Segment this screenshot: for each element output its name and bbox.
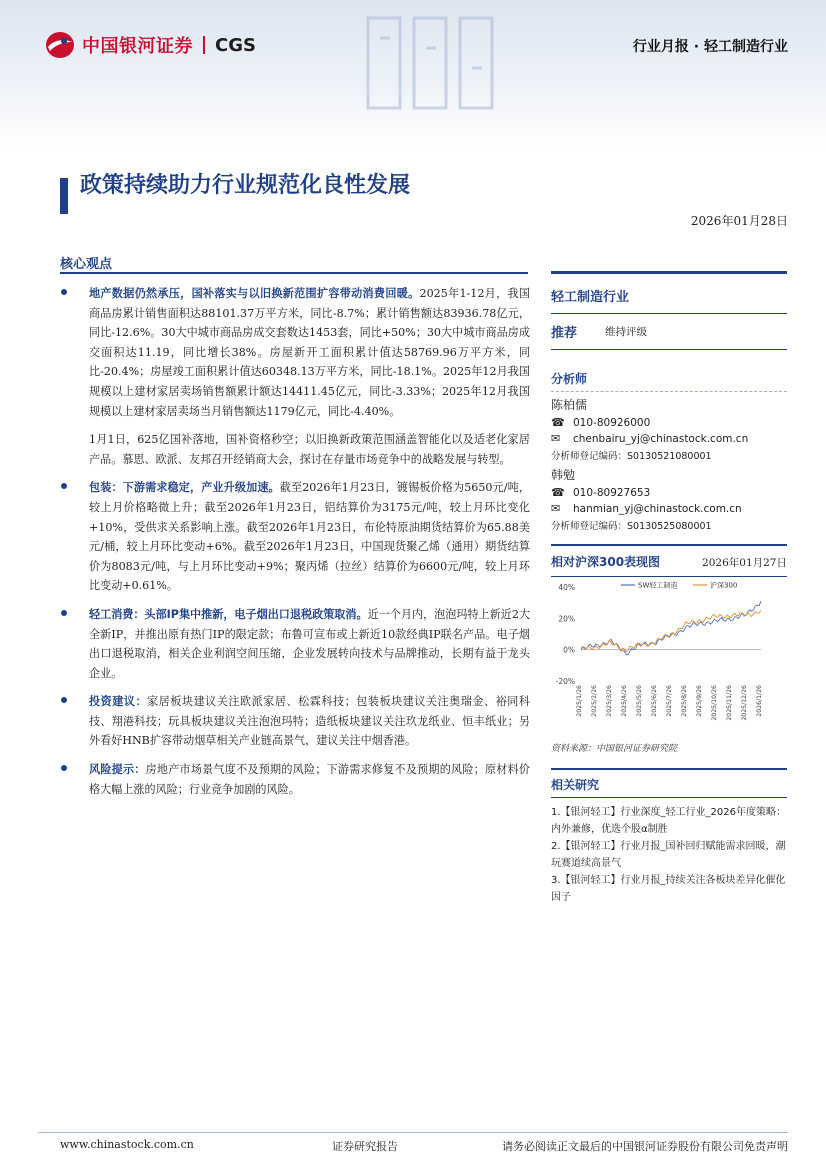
core-views-heading: 核心观点 [60, 257, 113, 272]
paragraph-lead: 包装：下游需求稳定，产业升级加速。 [89, 481, 280, 495]
page-title: 政策持续助力行业规范化良性发展 [80, 173, 411, 198]
bullet-icon [61, 765, 67, 771]
watermark-logo-icon [360, 8, 500, 118]
rating-row [551, 322, 787, 341]
brand-name-en: CGS [215, 34, 256, 56]
core-paragraph [60, 605, 530, 683]
series-line-1 [581, 601, 761, 655]
analyst-registration: 分析师登记编码：S0130521080001 [551, 451, 712, 462]
y-tick-label: 40% [558, 583, 575, 592]
sidebar-industry: 轻工制造行业 [551, 290, 630, 305]
analyst-name: 陈柏儒 [551, 398, 588, 412]
x-tick-label: 2025/3/26 [606, 685, 613, 717]
paragraph-body: 1月1日，625亿国补落地，国补资格秒空；以旧换新政策范围涵盖智能化以及适老化家居产品。慕思、欧派、友邦召开经销商大会，探讨在存量市场竞争中的战略发展与转型。 [89, 433, 530, 466]
related-item[interactable]: 2.【银河轻工】行业月报_国补回归赋能需求回暖，潮玩赛道续高景气 [551, 841, 786, 869]
sidebar [551, 271, 787, 906]
bullet-icon [61, 289, 67, 295]
core-paragraph [60, 692, 530, 751]
analyst-phone: 010-80927653 [573, 486, 651, 499]
rating-label: 推荐 [551, 326, 578, 341]
analyst-name: 韩勉 [551, 468, 576, 482]
paragraph-body: 家居板块建议关注欧派家居、松霖科技；包装板块建议关注奥瑞金、裕同科技、翔港科技；玩具板块建议关注泡泡玛特；造纸板块建议关注玖龙纸业、恒丰纸业；另外看好HNB扩容带动烟草相关产业链高景气，建议关注中烟香港。 [89, 695, 530, 748]
x-tick-label: 2025/11/26 [726, 685, 733, 721]
paragraph-lead: 风险提示： [89, 763, 146, 777]
related-item[interactable]: 3.【银河轻工】行业月报_持续关注各板块差异化催化因子 [551, 875, 786, 903]
analyst-email[interactable]: chenbairu_yj@chinastock.com.cn [573, 432, 749, 445]
bullet-icon [61, 483, 67, 489]
analyst-card [551, 466, 787, 532]
chart-top-rule [551, 544, 787, 546]
brand-divider [203, 36, 205, 54]
core-views-body [60, 284, 530, 808]
phone-icon: ☎ [551, 416, 565, 429]
series-line-2 [581, 611, 761, 653]
paragraph-lead: 投资建议： [89, 695, 148, 709]
performance-chart-svg [551, 577, 787, 737]
analyst-email[interactable]: hanmian_yj@chinastock.com.cn [573, 502, 742, 515]
related-list [551, 804, 787, 906]
footer-doc-type: 证券研究报告 [332, 1140, 398, 1153]
brand-logo [44, 30, 256, 60]
analyst-registration: 分析师登记编码：S0130525080001 [551, 521, 712, 532]
x-tick-label: 2025/12/26 [741, 685, 748, 721]
galaxy-logo-icon [44, 30, 76, 60]
core-views-rule [60, 272, 528, 274]
core-paragraph [60, 478, 530, 596]
footer-disclaimer: 请务必阅读正文最后的中国银河证券股份有限公司免责声明 [502, 1140, 788, 1153]
core-paragraph [60, 430, 530, 469]
sidebar-top-rule [551, 271, 787, 274]
brand-name-cn: 中国银河证券 [82, 36, 193, 57]
analyst-email-row [551, 502, 787, 515]
analyst-phone-row [551, 486, 787, 499]
performance-chart [551, 577, 787, 737]
analyst-phone: 010-80926000 [573, 416, 651, 429]
y-tick-label: 0% [563, 645, 575, 655]
report-date: 2026年01月28日 [690, 214, 788, 228]
analyst-email-row [551, 432, 787, 445]
paragraph-body: 截至2026年1月23日，镀锡板价格为5650元/吨，较上月价格略微上升；截至2026年1月23日，铝结算价为3175元/吨，较上月环比变化+10%，受供求关系影响上涨。截至2026年1月23日，布伦特原油期货结算价为65.88美元/桶，较上月环比变动+6%。截至2026年1月23日，中国现货聚乙烯（通用）期货结算价为8083元/吨，与上月环比变动+9%；聚丙烯（拉丝）结算价为6600元/吨，较上月环比变动+0.61%。 [89, 481, 530, 593]
x-tick-label: 2025/2/26 [591, 685, 598, 717]
sidebar-rule [551, 349, 787, 350]
core-paragraph [60, 284, 530, 421]
paragraph-lead: 地产数据仍然承压，国补落实与以旧换新范围扩容带动消费回暖。 [89, 287, 420, 300]
related-item[interactable]: 1.【银河轻工】行业深度_轻工行业_2026年度策略：内外兼修，优选个股α制胜 [551, 807, 786, 835]
paragraph-body: 2025年1-12月，我国商品房累计销售面积达88101.37万平方米，同比-8.7%；累计销售额达83936.78亿元，同比-12.6%。30大中城市商品房成交套数达1453套，同比+50%；30大中城市商品房成交面积达11.19，同比增长38%。房屋新开工面积累计值达58769.96万平方米，同比-20.4%；房屋竣工面积累计值达60348.13万平方米，同比-18.1%。2025年12月我国规模以上建材家居卖场销售额累计额达14411.45亿元，同比-3.33%；2025年12月我国规模以上建材家居卖场当月销售额达1179亿元，同比-4.40%。 [89, 287, 530, 418]
x-tick-label: 2025/5/26 [636, 685, 643, 717]
sidebar-rule [551, 313, 787, 314]
mail-icon: ✉ [551, 502, 561, 515]
mail-icon: ✉ [551, 432, 561, 445]
y-tick-label: -20% [555, 677, 575, 686]
report-type: 行业月报 · 轻工制造行业 [632, 39, 788, 55]
legend-label: SW轻工制造 [638, 581, 678, 590]
x-tick-label: 2025/4/26 [621, 685, 628, 717]
sidebar-dotted-rule [551, 391, 787, 392]
x-tick-label: 2025/1/26 [576, 685, 583, 717]
x-tick-label: 2025/10/26 [711, 685, 718, 721]
related-rule [551, 797, 787, 798]
title-accent-bar [60, 178, 68, 214]
x-tick-label: 2025/6/26 [651, 685, 658, 717]
analyst-card [551, 396, 787, 462]
paragraph-body: 近一个月内，泡泡玛特上新近2大全新IP，并推出原有热门IP的限定款；布鲁可宣布或上新近10款经典IP联名产品。电子烟出口退税取消，相关企业利润空间压缩，企业发展转向技术与品牌推动，长期有益于龙头企业。 [89, 607, 531, 680]
analyst-heading: 分析师 [551, 372, 588, 386]
x-tick-label: 2025/7/26 [666, 685, 673, 717]
x-tick-label: 2025/8/26 [681, 685, 688, 717]
x-tick-label: 2025/9/26 [696, 685, 703, 717]
paragraph-body: 房地产市场景气度不及预期的风险；下游需求修复不及预期的风险；原材料价格大幅上涨的风险；行业竞争加剧的风险。 [89, 763, 530, 796]
y-tick-label: 20% [558, 614, 575, 624]
x-tick-label: 2026/1/26 [756, 685, 763, 717]
core-paragraph [60, 760, 530, 799]
chart-date: 2026年01月27日 [702, 557, 787, 569]
bullet-icon [61, 697, 67, 703]
related-heading: 相关研究 [551, 778, 600, 792]
analyst-phone-row [551, 416, 787, 429]
bullet-icon [61, 610, 67, 616]
chart-title: 相对沪深300表现图 [551, 555, 661, 569]
paragraph-lead: 轻工消费：头部IP集中推新，电子烟出口退税政策取消。 [89, 607, 368, 621]
phone-icon: ☎ [551, 486, 565, 499]
related-top-rule [551, 768, 787, 770]
footer-website[interactable]: www.chinastock.com.cn [60, 1138, 194, 1151]
chart-source: 资料来源：中国银河证券研究院 [551, 744, 678, 754]
chart-heading-row [551, 553, 787, 570]
rating-value: 维持评级 [605, 326, 648, 338]
legend-label: 沪深300 [710, 581, 738, 590]
footer-rule [38, 1132, 788, 1133]
